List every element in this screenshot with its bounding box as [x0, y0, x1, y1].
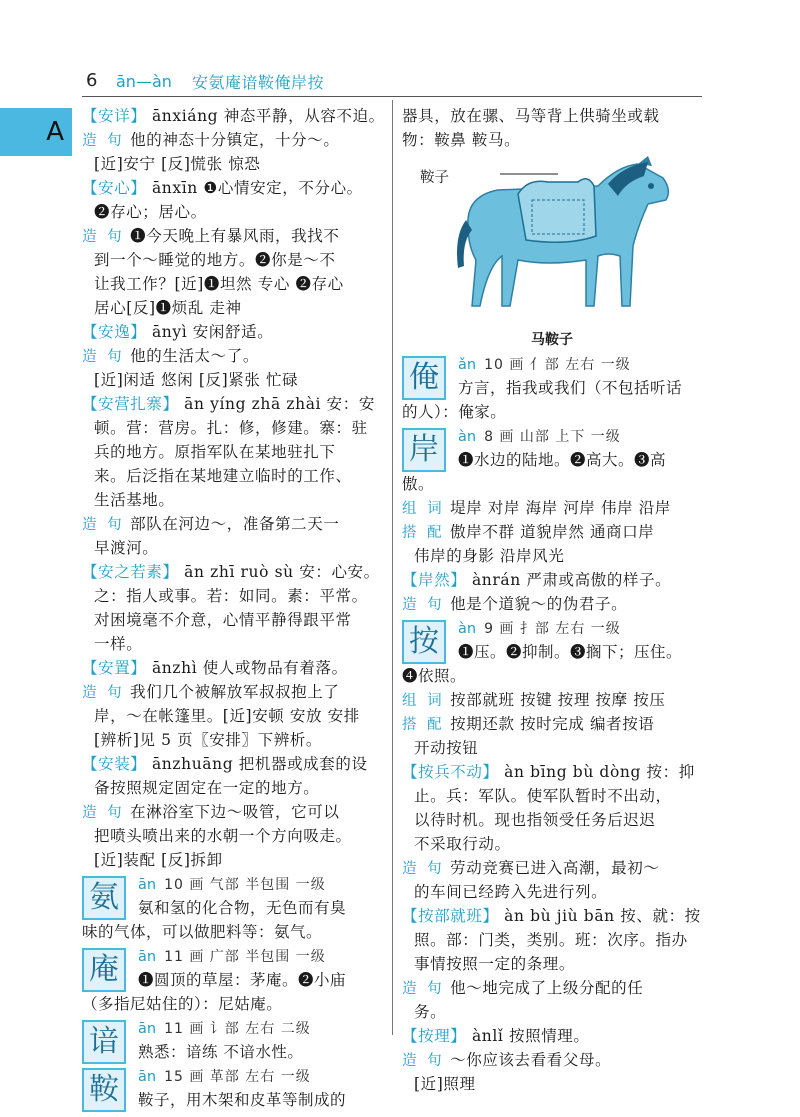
character-entry	[82, 944, 386, 1016]
entry-text: 一样。	[94, 635, 143, 653]
left-line	[82, 392, 386, 416]
entry-text: 把喷头喷出来的水朝一个方向吸走。	[94, 827, 352, 845]
entry-term: 【按理】	[402, 1027, 467, 1045]
entry-text: àn bīng bù dòng 按：抑	[504, 763, 695, 781]
entry-text: 岸，～在帐篷里。[近]安顿 安放 安排	[94, 707, 360, 725]
right-bottom-line	[402, 832, 702, 856]
entry-text: àn bù jiù bān 按、就：按	[504, 907, 701, 925]
column-divider	[392, 100, 393, 1035]
header-rule	[82, 96, 702, 97]
entry-text: 的车间已经跨入先进行列。	[414, 883, 608, 901]
right-top-line: 器具，放在骡、马等背上供骑坐或载	[402, 107, 660, 125]
left-line	[82, 224, 386, 248]
entry-text: 事情按照一定的条理。	[414, 955, 576, 973]
character-meta: 9 画 扌部 左右 一级	[484, 621, 621, 637]
entry-text: 让我工作？[近]❶坦然 专心 ❷存心	[94, 275, 344, 293]
left-line	[82, 152, 386, 176]
right-bottom-line	[402, 712, 702, 736]
character-definition-cont: 傲。	[402, 475, 435, 493]
entry-term: 【安心】	[82, 179, 147, 197]
entry-term: 【安装】	[82, 755, 147, 773]
character-definition-cont: 味的气体，可以做肥料等：氨气。	[82, 923, 323, 941]
right-bottom-line	[402, 904, 702, 928]
entry-text: [近]闲适 悠闲 [反]紧张 忙碌	[94, 371, 299, 389]
character-definition: ❶水边的陆地。❷高大。❸高	[458, 451, 667, 469]
right-mid-line	[402, 496, 702, 520]
entry-text: 他～地完成了上级分配的任	[450, 979, 644, 997]
left-line	[82, 728, 386, 752]
header-characters: 安氨庵谙鞍俺岸按	[192, 73, 325, 92]
entry-text: 止。兵：军队。使军队暂时不出动，	[414, 787, 672, 805]
entry-text: 我们几个被解放军叔叔抱上了	[130, 683, 340, 701]
character-meta: 11 画 广部 半包围 一级	[164, 949, 326, 965]
entry-text: [近]照理	[414, 1075, 476, 1093]
character-info	[458, 424, 621, 449]
entry-text: 在淋浴室下边～吸管，它可以	[130, 803, 340, 821]
entry-text: 他是个道貌～的伪君子。	[450, 595, 628, 613]
section-tag: 造 句	[82, 517, 125, 533]
entry-text: ànlǐ 按照情理。	[471, 1027, 590, 1045]
left-line	[82, 680, 386, 704]
entry-text: 按期还款 按时完成 编者按语	[450, 715, 655, 733]
left-line	[82, 464, 386, 488]
letter-tab[interactable]: A	[0, 108, 72, 156]
entry-text: 照。部：门类，类别。班：次序。指办	[414, 931, 688, 949]
character-info	[138, 872, 326, 897]
figure-label: 鞍子	[420, 170, 449, 186]
entry-text: 兵的地方。原指军队在某地驻扎下	[94, 443, 336, 461]
character-meta: 10 画 亻部 左右 一级	[484, 357, 631, 373]
entry-text: 早渡河。	[94, 539, 159, 557]
character-meta: 15 画 革部 左右 一级	[164, 1069, 311, 1085]
section-tag: 造 句	[82, 349, 125, 365]
right-bottom-line	[402, 1072, 702, 1096]
entry-text: ānxiáng 神态平静，从容不迫。	[151, 107, 385, 125]
character-info	[458, 352, 631, 377]
entry-term: 【安之若素】	[82, 563, 179, 581]
left-line	[82, 440, 386, 464]
entry-text: 对困境毫不介意，心情平静得跟平常	[94, 611, 352, 629]
entry-text: 部队在河边～，准备第二天一	[130, 515, 340, 533]
page-number: 6	[86, 70, 98, 91]
entry-text: [近]安宁 [反]慌张 惊恐	[94, 155, 261, 173]
right-bottom-line	[402, 952, 702, 976]
left-line	[82, 704, 386, 728]
section-tag: 造 句	[402, 597, 445, 613]
left-line	[82, 128, 386, 152]
section-tag: 造 句	[82, 685, 125, 701]
left-line	[82, 800, 386, 824]
right-bottom-line	[402, 784, 702, 808]
entry-term: 【安逸】	[82, 323, 147, 341]
character-definition: 方言，指我或我们（不包括听话	[458, 379, 683, 397]
section-tag: 造 句	[82, 229, 125, 245]
right-bottom-line	[402, 1048, 702, 1072]
entry-text: 备按照规定固定在一定的地方。	[94, 779, 320, 797]
entry-text: 伟岸的身影 沿岸风光	[414, 547, 565, 565]
page-header	[82, 64, 700, 98]
head-character: 鞍	[82, 1068, 126, 1112]
character-definition: 氨和氢的化合物，无色而有臭	[138, 899, 347, 917]
character-entry	[82, 1016, 386, 1064]
left-line	[82, 608, 386, 632]
right-bottom-line	[402, 808, 702, 832]
saddle-figure	[402, 152, 702, 352]
entry-text: 他的生活太～了。	[130, 347, 259, 365]
left-line	[82, 656, 386, 680]
left-line	[82, 632, 386, 656]
character-pinyin: ān	[138, 877, 157, 893]
left-line	[82, 104, 386, 128]
section-tag: 搭 配	[402, 525, 445, 541]
character-entry	[82, 872, 386, 944]
left-line	[82, 200, 386, 224]
left-line	[82, 416, 386, 440]
character-meta: 8 画 山部 上下 一级	[484, 429, 621, 445]
character-info	[138, 944, 326, 969]
section-tag: 造 句	[402, 861, 445, 877]
character-pinyin: ān	[138, 1021, 157, 1037]
entry-term: 【按部就班】	[402, 907, 499, 925]
right-bottom-line	[402, 1024, 702, 1048]
entry-text: ān zhī ruò sù 安：心安。	[184, 563, 380, 581]
entry-text: ānzhì 使人或物品有着落。	[151, 659, 348, 677]
character-definition: 熟悉：谙练 不谙水性。	[138, 1043, 304, 1061]
character-pinyin: àn	[458, 429, 477, 445]
entry-term: 【按兵不动】	[402, 763, 499, 781]
entry-text: 傲岸不群 道貌岸然 通商口岸	[450, 523, 655, 541]
right-mid-line	[402, 520, 702, 544]
entry-text: 劳动竞赛已进入高潮，最初～	[450, 859, 660, 877]
left-line	[82, 824, 386, 848]
entry-text: 来。后泛指在某地建立临时的工作、	[94, 467, 352, 485]
section-tag: 造 句	[82, 805, 125, 821]
entry-text: 居心[反]❶烦乱 走神	[94, 299, 242, 317]
character-pinyin: àn	[458, 621, 477, 637]
entry-text: 务。	[414, 1003, 447, 1021]
character-info	[458, 616, 621, 641]
right-mid-line	[402, 568, 702, 592]
entry-text: ānyì 安闲舒适。	[151, 323, 274, 341]
right-bottom-line	[402, 928, 702, 952]
entry-text: ānxīn ❶心情安定，不分心。	[151, 179, 363, 197]
section-tag: 造 句	[82, 133, 125, 149]
right-bottom-line	[402, 880, 702, 904]
left-line	[82, 536, 386, 560]
right-top-line: 物：鞍鼻 鞍马。	[402, 131, 521, 149]
entry-term: 【安置】	[82, 659, 147, 677]
character-entry	[402, 616, 702, 688]
right-mid-line	[402, 544, 702, 568]
entry-text: 之：指人或事。若：如同。素：平常。	[94, 587, 368, 605]
entry-text: 他的神态十分镇定，十分～。	[130, 131, 340, 149]
left-line	[82, 848, 386, 872]
head-character: 俺	[402, 356, 446, 400]
entry-text: ānzhuāng 把机器或成套的设	[151, 755, 368, 773]
entry-text: 顿。营：营房。扎：修，修建。寨：驻	[94, 419, 368, 437]
character-info	[138, 1016, 311, 1041]
pinyin-range: ān—àn	[116, 72, 172, 91]
entry-term: 【安营扎寨】	[82, 395, 179, 413]
left-line	[82, 368, 386, 392]
horse-saddle-illustration	[448, 156, 678, 324]
section-tag: 搭 配	[402, 717, 445, 733]
head-character: 氨	[82, 876, 126, 920]
character-entry	[82, 1064, 386, 1112]
left-line	[82, 320, 386, 344]
character-definition-cont: ❹依照。	[402, 667, 467, 685]
right-bottom-line	[402, 856, 702, 880]
character-definition: ❶圆顶的草屋：茅庵。❷小庙	[138, 971, 347, 989]
figure-caption: 马鞍子	[531, 332, 573, 348]
left-line	[82, 248, 386, 272]
entry-text: 以待时机。现也指领受任务后迟迟	[414, 811, 656, 829]
character-pinyin: ān	[138, 1069, 157, 1085]
entry-text: [近]装配 [反]拆卸	[94, 851, 223, 869]
left-line	[82, 560, 386, 584]
entry-text: 不采取行动。	[414, 835, 511, 853]
left-line	[82, 176, 386, 200]
entry-text: 按部就班 按键 按理 按摩 按压	[450, 691, 666, 709]
head-character: 谙	[82, 1020, 126, 1064]
left-line	[82, 512, 386, 536]
section-tag: 组 词	[402, 693, 445, 709]
entry-text: ān yíng zhā zhài 安：安	[184, 395, 375, 413]
left-column	[82, 104, 386, 1112]
entry-text: ❶今天晚上有暴风雨，我找不	[130, 227, 340, 245]
left-line	[82, 344, 386, 368]
left-line	[82, 488, 386, 512]
right-bottom-line	[402, 760, 702, 784]
left-line	[82, 776, 386, 800]
entry-term: 【安详】	[82, 107, 147, 125]
right-column	[402, 104, 702, 1096]
right-bottom-line	[402, 976, 702, 1000]
right-bottom-line	[402, 736, 702, 760]
character-pinyin: ǎn	[458, 357, 477, 373]
section-tag: 造 句	[402, 981, 445, 997]
left-line	[82, 584, 386, 608]
entry-text: 堤岸 对岸 海岸 河岸 伟岸 沿岸	[450, 499, 671, 517]
character-info	[138, 1064, 311, 1089]
right-mid-line	[402, 592, 702, 616]
character-pinyin: ān	[138, 949, 157, 965]
left-line	[82, 752, 386, 776]
entry-text: ～你应该去看看父母。	[450, 1051, 612, 1069]
right-bottom-line	[402, 688, 702, 712]
character-entry	[402, 352, 702, 424]
section-tag: 造 句	[402, 1053, 445, 1069]
entry-text: 到一个～睡觉的地方。❷你是～不	[94, 251, 336, 269]
left-line	[82, 296, 386, 320]
character-meta: 10 画 气部 半包围 一级	[164, 877, 326, 893]
character-definition-cont: 的人）：俺家。	[402, 403, 507, 421]
character-meta: 11 画 讠部 左右 二级	[164, 1021, 311, 1037]
head-character: 岸	[402, 428, 446, 472]
left-line	[82, 272, 386, 296]
entry-term: 【岸然】	[402, 571, 467, 589]
entry-text: ❷存心；居心。	[94, 203, 207, 221]
character-definition-cont: （多指尼姑住的）：尼姑庵。	[82, 995, 283, 1013]
right-bottom-line	[402, 1000, 702, 1024]
entry-text: 开动按钮	[414, 739, 479, 757]
character-definition: ❶压。❷抑制。❸搁下；压住。	[458, 643, 683, 661]
entry-text: 生活基地。	[94, 491, 175, 509]
head-character: 庵	[82, 948, 126, 992]
character-definition: 鞍子，用木架和皮革等制成的	[138, 1091, 347, 1109]
section-tag: 组 词	[402, 501, 445, 517]
character-entry	[402, 424, 702, 496]
entry-text: [辨析]见 5 页〖安排〗下辨析。	[94, 731, 323, 749]
entry-text: ànrán 严肃或高傲的样子。	[471, 571, 672, 589]
head-character: 按	[402, 620, 446, 664]
